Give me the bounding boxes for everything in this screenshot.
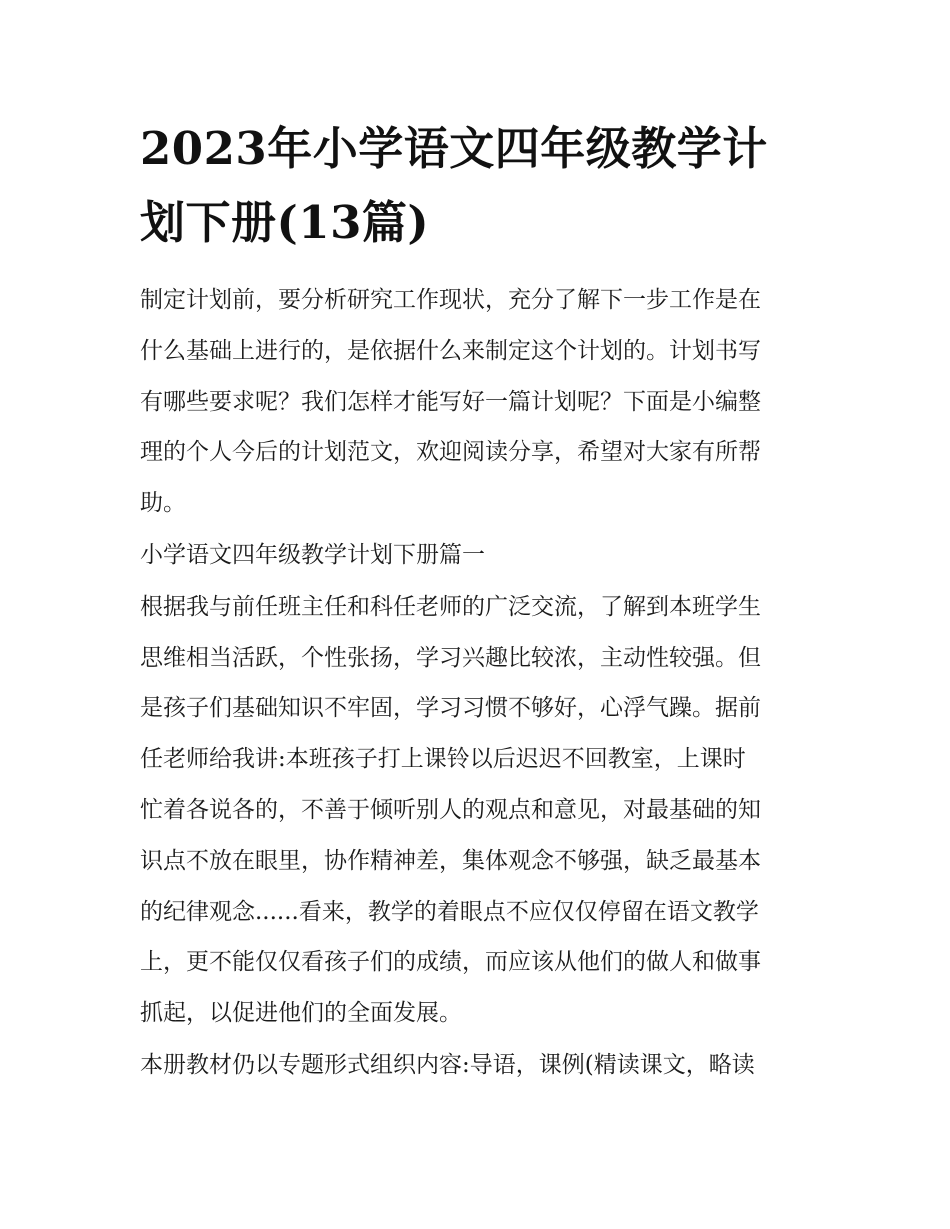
text-line: 抓起，以促进他们的全面发展。 xyxy=(140,1000,462,1027)
text-line: 有哪些要求呢？我们怎样才能写好一篇计划呢？下面是小编整 xyxy=(140,388,761,415)
text-line: 是孩子们基础知识不牢固，学习习惯不够好，心浮气躁。据前 xyxy=(140,695,761,722)
text-line: 制定计划前，要分析研究工作现状，充分了解下一步工作是在 xyxy=(140,287,761,313)
text-line: 任老师给我讲:本班孩子打上课铃以后迟迟不回教室，上课时 xyxy=(140,746,746,773)
title-line: 划下册(13篇) xyxy=(140,196,430,249)
text-line: 根据我与前任班主任和科任老师的广泛交流，了解到本班学生 xyxy=(140,593,761,620)
text-line: 思维相当活跃，个性张扬，学习兴趣比较浓，主动性较强。但 xyxy=(140,644,761,671)
text-line: 的纪律观念......看来，教学的着眼点不应仅仅停留在语文教学 xyxy=(140,898,759,925)
document-page xyxy=(140,112,820,1091)
class-situation-paragraph xyxy=(140,582,820,1039)
document-body xyxy=(140,275,820,1091)
text-line: 理的个人今后的计划范文，欢迎阅读分享，希望对大家有所帮 xyxy=(140,439,761,466)
textbook-paragraph xyxy=(140,1040,820,1091)
text-line: 识点不放在眼里，协作精神差，集体观念不够强，缺乏最基本 xyxy=(140,847,761,874)
document-title xyxy=(140,112,820,260)
intro-paragraph xyxy=(140,275,820,529)
text-line: 上，更不能仅仅看孩子们的成绩，而应该从他们的做人和做事 xyxy=(140,949,761,976)
text-line: 什么基础上进行的，是依据什么来制定这个计划的。计划书写 xyxy=(140,337,761,364)
text-line: 助。 xyxy=(140,490,186,517)
text-line: 忙着各说各的，不善于倾听别人的观点和意见，对最基础的知 xyxy=(140,796,761,823)
section-heading-text: 小学语文四年级教学计划下册篇一 xyxy=(140,541,485,568)
title-line: 2023年小学语文四年级教学计 xyxy=(140,122,768,175)
section-heading xyxy=(140,530,820,581)
text-line: 本册教材仍以专题形式组织内容:导语，课例(精读课文，略读 xyxy=(140,1051,755,1078)
